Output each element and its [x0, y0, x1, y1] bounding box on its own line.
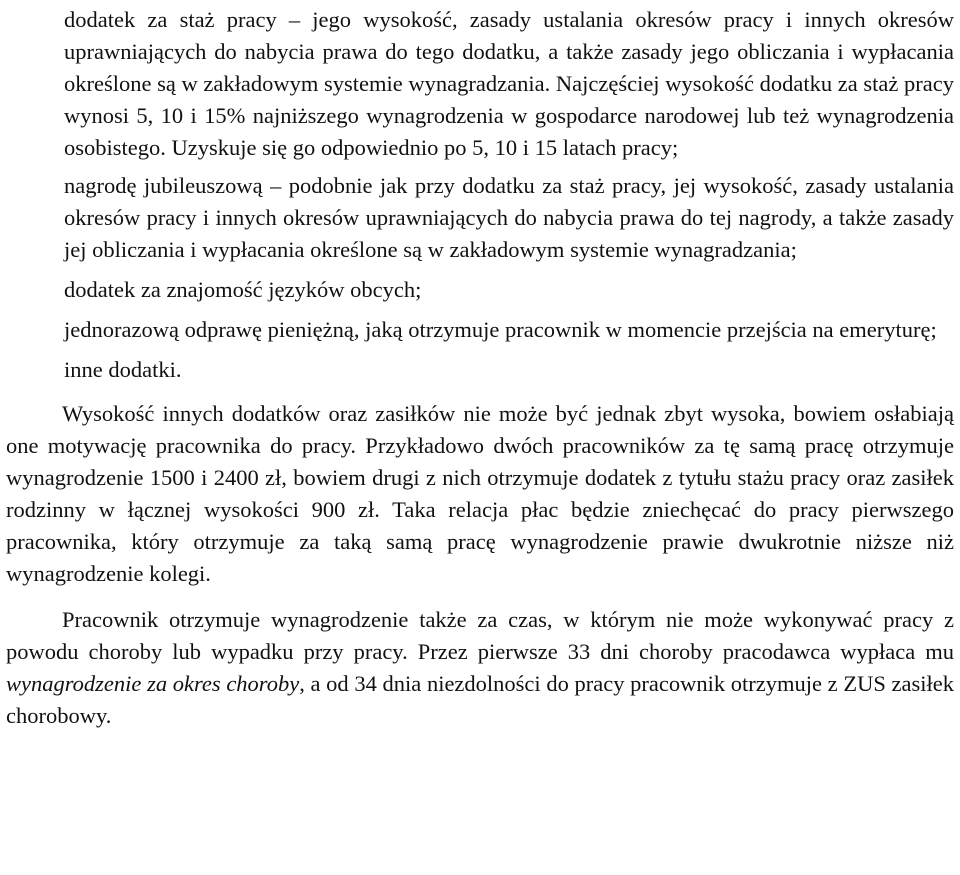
- body-paragraph: Wysokość innych dodatków oraz zasiłków nie może być jednak zbyt wysoka, bowiem osłabiają one motywację pracownika do pracy. Przykładowo dwóch pracowników za tę samą pracę otrzymuje wynagrodzenie 1500 i 2400 zł, bowiem drugi z nich otrzymuje dodatek z tytułu stażu pracy oraz zasiłek rodzinny w łącznej wysokości 900 zł. Taka relacja płac będzie zniechęcać do pracy pierwszego pracownika, który otrzymuje za taką samą pracę wynagrodzenie prawie dwukrotnie niższe niż wynagrodzenie kolegi.: [6, 401, 954, 586]
- list-item: nagrodę jubileuszową – podobnie jak przy dodatku za staż pracy, jej wysokość, zasady ustalania okresów pracy i innych okresów uprawniających do nabycia prawa do tej nagrody, a także zasady jej obliczania i wypłacania określone są w zakładowym systemie wynagradzania;: [64, 173, 954, 262]
- body-paragraph: [6, 604, 954, 732]
- list-item: dodatek za znajomość języków obcych;: [64, 277, 422, 302]
- list-item: dodatek za staż pracy – jego wysokość, zasady ustalania okresów pracy i innych okresów uprawniających do nabycia prawa do tego dodatku, a także zasady jego obliczania i wypłacania określone są w zakładowym systemie wynagradzania. Najczęściej wysokość dodatku za staż pracy wynosi 5, 10 i 15% najniższego wynagrodzenia w gospodarce narodowej lub też wynagrodzenia osobistego. Uzyskuje się go odpowiednio po 5, 10 i 15 latach pracy;: [64, 7, 954, 160]
- list-item: jednorazową odprawę pieniężną, jaką otrzymuje pracownik w momencie przejścia na emeryturę;: [64, 317, 937, 342]
- benefits-list: [6, 4, 954, 386]
- paragraph-text: Pracownik otrzymuje wynagrodzenie także za czas, w którym nie może wykonywać pracy z powodu choroby lub wypadku przy pracy. Przez pierwsze 33 dni choroby pracodawca wypłaca mu: [6, 607, 954, 664]
- list-item: inne dodatki.: [64, 357, 182, 382]
- paragraph-text: , a od 34 dnia niezdolności do pracy pracownik otrzymuje z ZUS zasiłek chorobowy.: [6, 671, 954, 728]
- emphasized-term: wynagrodzenie za okres choroby: [6, 671, 300, 696]
